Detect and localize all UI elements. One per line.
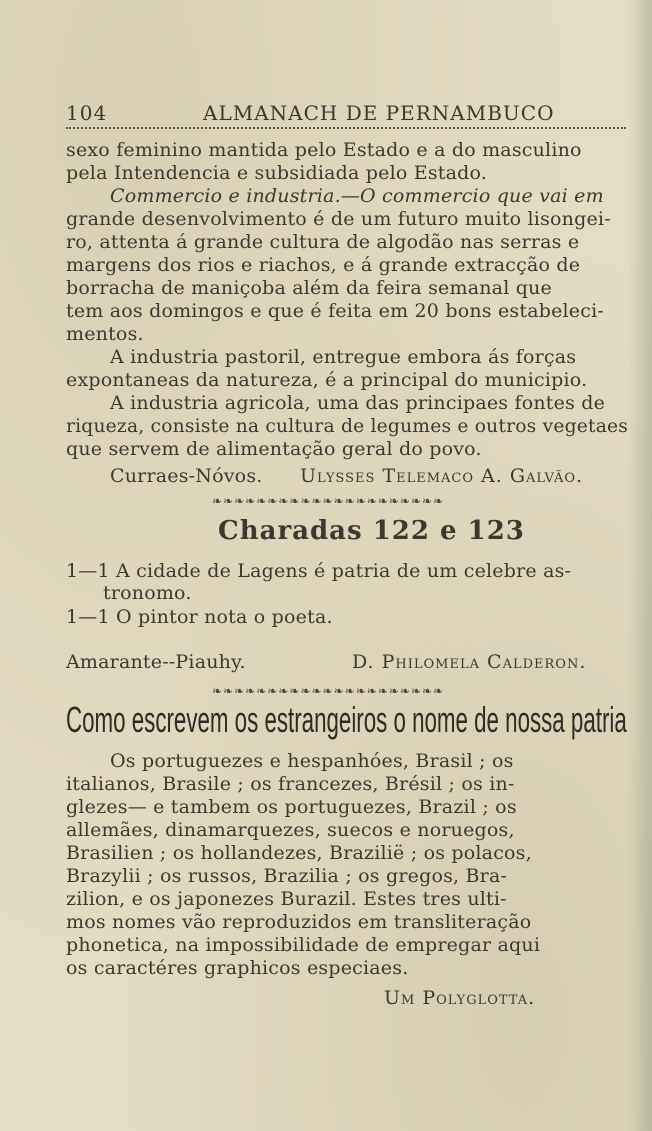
signature-author: Um Polyglotta. [384, 987, 536, 1009]
signature-place: Amarante--Piauhy. [66, 651, 246, 673]
text-line: riqueza, consiste na cultura de legumes e outros vegetaes [66, 415, 629, 437]
section-title: Charadas 122 e 123 [218, 516, 525, 546]
text-line: tem aos domingos e que é feita em 20 bons estabeleci- [66, 300, 604, 322]
text-line: Commercio e industria.—O commercio que vai em [110, 185, 604, 207]
signature-author: D. Philomela Calderon. [352, 651, 587, 673]
header-rule [66, 127, 626, 129]
text-line: mentos. [66, 323, 144, 345]
text-line: allemães, dinamarquezes, suecos e noruegos, [66, 819, 515, 841]
text-line: tronomo. [103, 582, 192, 604]
text-line: expontaneas da natureza, é a principal do municipio. [66, 369, 588, 391]
page-edge-shadow [628, 0, 652, 1131]
text-line: que servem de alimentação geral do povo. [66, 438, 482, 460]
text-line: phonetica, na impossibilidade de empregar aqui [66, 934, 541, 956]
text-line: ro, attenta á grande cultura de algodão nas serras e [66, 231, 580, 253]
text-line: A industria pastoril, entregue embora ás forças [110, 346, 577, 368]
text-line: zilion, e os japonezes Burazil. Estes tres ulti- [66, 888, 507, 910]
page-number: 104 [66, 101, 108, 125]
text-line: margens dos rios e riachos, e á grande extracção de [66, 254, 581, 276]
section-title: Como escrevem os estrangeiros o nome de nossa patria [66, 699, 627, 740]
text-line: glezes— e tambem os portuguezes, Brazil ; os [66, 796, 517, 818]
running-title: ALMANACH DE PERNAMBUCO [203, 101, 555, 125]
text-line: Brasilien ; os hollandezes, Brazilië ; os polacos, [66, 842, 532, 864]
ornament-divider: ❧❧❧❧❧❧❧❧❧❧❧❧❧❧❧❧❧❧❧❧❧ [212, 684, 445, 698]
text-line: 1—1 O pintor nota o poeta. [66, 606, 333, 628]
text-line: italianos, Brasile ; os francezes, Brésil ; os in- [66, 773, 515, 795]
text-line: sexo feminino mantida pelo Estado e a do masculino [66, 139, 582, 161]
text-line: pela Intendencia e subsidiada pelo Estado. [66, 162, 488, 184]
text-line: 1—1 A cidade de Lagens é patria de um celebre as- [66, 560, 572, 582]
text-line: A industria agricola, uma das principaes fontes de [110, 392, 606, 414]
signature-place: Curraes-Nóvos. [110, 465, 263, 487]
ornament-divider: ❧❧❧❧❧❧❧❧❧❧❧❧❧❧❧❧❧❧❧❧❧ [212, 494, 445, 508]
text-line: grande desenvolvimento é de um futuro muito lisongei- [66, 208, 611, 230]
signature-author: Ulysses Telemaco A. Galvão. [300, 465, 584, 487]
text-line: Os portuguezes e hespanhóes, Brasil ; os [110, 750, 514, 772]
text-line: borracha de maniçoba além da feira semanal que [66, 277, 552, 299]
text-line: os caractéres graphicos especiaes. [66, 957, 409, 979]
text-line: Brazylii ; os russos, Brazilia ; os gregos, Bra- [66, 865, 508, 887]
text-line: mos nomes vão reproduzidos em transliteração [66, 911, 532, 933]
